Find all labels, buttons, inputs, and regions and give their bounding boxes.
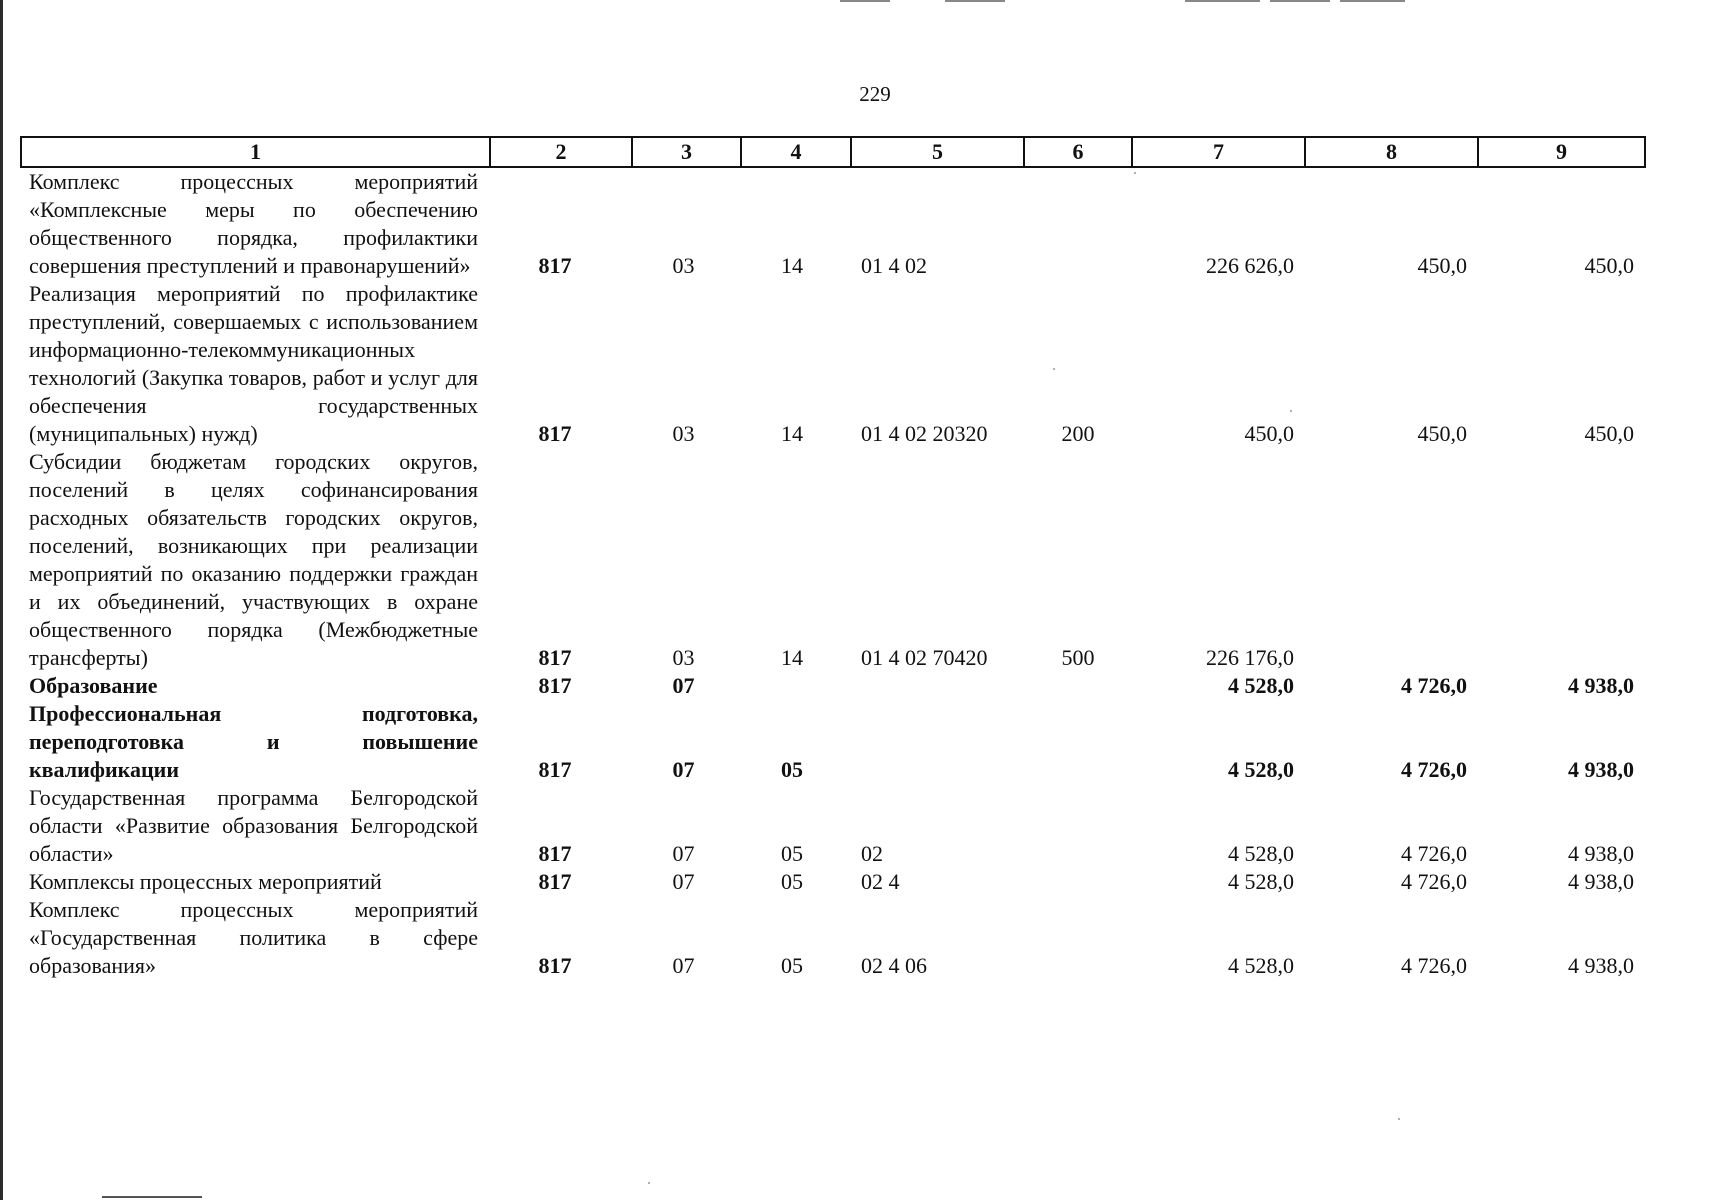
row-code-target: 02 <box>861 841 883 866</box>
row-code-expense-type <box>1024 868 1132 896</box>
row-code-target <box>851 672 1024 700</box>
row-code-admin: 817 <box>538 253 572 278</box>
row-amount-8 <box>1305 448 1478 672</box>
row-name: Профессиональная подготовка, переподготовка и повышение квалификации <box>29 701 478 782</box>
row-amount-8: 4 726,0 <box>1401 757 1467 782</box>
row-code-subsection: 14 <box>781 645 803 670</box>
budget-table <box>20 136 1646 980</box>
row-amount-9 <box>1478 448 1645 672</box>
row-code-target: 01 4 02 20320 <box>861 421 988 446</box>
table-row <box>21 784 1645 868</box>
row-amount-9: 4 938,0 <box>1568 757 1634 782</box>
row-name: Государственная программа Белгородской области «Развитие образования Белгородской области» <box>29 785 478 866</box>
row-amount-7: 4 528,0 <box>1228 953 1294 978</box>
row-code-section: 03 <box>672 645 695 670</box>
column-header-7: 7 <box>1132 137 1305 167</box>
table-row <box>21 280 1645 448</box>
row-code-admin: 817 <box>538 869 572 894</box>
row-amount-9: 450,0 <box>1584 253 1634 278</box>
header-row <box>21 137 1645 167</box>
row-amount-8: 4 726,0 <box>1401 953 1467 978</box>
row-amount-8: 4 726,0 <box>1401 673 1467 698</box>
row-amount-7: 4 528,0 <box>1228 673 1294 698</box>
row-code-admin: 817 <box>538 645 572 670</box>
row-amount-7: 226 626,0 <box>1206 253 1294 278</box>
row-amount-7: 450,0 <box>1244 421 1294 446</box>
row-code-expense-type <box>1024 167 1132 280</box>
row-amount-7: 4 528,0 <box>1228 841 1294 866</box>
scan-left-edge <box>0 0 3 1200</box>
row-code-admin: 817 <box>538 841 572 866</box>
row-amount-9: 4 938,0 <box>1568 953 1634 978</box>
row-code-subsection: 05 <box>781 841 803 866</box>
row-amount-8: 4 726,0 <box>1401 869 1467 894</box>
scan-bottom-artifact <box>102 1196 202 1198</box>
row-code-admin: 817 <box>538 673 572 698</box>
row-code-expense-type <box>1024 896 1132 980</box>
table-row <box>21 672 1645 700</box>
table-row <box>21 167 1645 280</box>
row-name: Комплексы процессных мероприятий <box>29 869 382 894</box>
row-amount-8: 4 726,0 <box>1401 841 1467 866</box>
row-amount-9: 4 938,0 <box>1568 841 1634 866</box>
row-name: Комплекс процессных мероприятий «Комплексные меры по обеспечению общественного порядка, профилактики совершения преступлений и правонарушений» <box>29 169 478 278</box>
row-code-subsection: 05 <box>781 953 803 978</box>
column-header-4: 4 <box>741 137 851 167</box>
column-header-9: 9 <box>1478 137 1645 167</box>
row-amount-8: 450,0 <box>1417 421 1467 446</box>
row-amount-7: 226 176,0 <box>1206 645 1294 670</box>
row-code-target: 02 4 <box>861 869 900 894</box>
row-code-expense-type: 500 <box>1061 645 1095 670</box>
row-amount-7: 4 528,0 <box>1228 869 1294 894</box>
row-name: Образование <box>29 673 158 698</box>
column-header-5: 5 <box>851 137 1024 167</box>
row-name: Субсидии бюджетам городских округов, поселений в целях софинансирования расходных обязательств городских округов, поселений, возникающих при реализации мероприятий по оказанию поддержки граждан и их объединений, участвующих в охране общественного порядка (Межбюджетные трансферты) <box>29 449 478 670</box>
row-name: Комплекс процессных мероприятий «Государственная политика в сфере образования» <box>29 897 478 978</box>
row-code-section: 07 <box>672 673 695 698</box>
column-header-2: 2 <box>490 137 632 167</box>
row-code-subsection <box>741 672 851 700</box>
row-code-section: 07 <box>672 757 695 782</box>
row-amount-7: 4 528,0 <box>1228 757 1294 782</box>
row-amount-9: 450,0 <box>1584 421 1634 446</box>
row-code-section: 03 <box>672 421 695 446</box>
column-header-1: 1 <box>21 137 490 167</box>
row-amount-9: 4 938,0 <box>1568 673 1634 698</box>
row-code-expense-type <box>1024 700 1132 784</box>
row-code-target <box>851 700 1024 784</box>
column-header-6: 6 <box>1024 137 1132 167</box>
row-code-section: 07 <box>672 841 695 866</box>
row-code-expense-type <box>1024 672 1132 700</box>
row-code-section: 07 <box>672 953 695 978</box>
table-row <box>21 448 1645 672</box>
row-code-expense-type: 200 <box>1061 421 1095 446</box>
row-code-section: 03 <box>672 253 695 278</box>
row-code-expense-type <box>1024 784 1132 868</box>
column-header-3: 3 <box>632 137 741 167</box>
row-code-target: 01 4 02 70420 <box>861 645 988 670</box>
row-code-target: 01 4 02 <box>861 253 927 278</box>
row-amount-8: 450,0 <box>1417 253 1467 278</box>
row-code-admin: 817 <box>538 757 572 782</box>
row-amount-9: 4 938,0 <box>1568 869 1634 894</box>
row-code-subsection: 14 <box>781 253 803 278</box>
table-body <box>21 167 1645 980</box>
table-header <box>21 137 1645 167</box>
row-code-admin: 817 <box>538 953 572 978</box>
row-code-subsection: 05 <box>781 869 803 894</box>
page-number: 229 <box>859 82 891 106</box>
row-code-target: 02 4 06 <box>861 953 927 978</box>
row-code-subsection: 14 <box>781 421 803 446</box>
row-name: Реализация мероприятий по профилактике преступлений, совершаемых с использованием информационно-телекоммуникационных технологий (Закупка товаров, работ и услуг для обеспечения государственных (муниципальных) нужд) <box>29 281 478 446</box>
row-code-subsection: 05 <box>781 757 803 782</box>
scan-top-artifacts <box>0 0 1714 4</box>
row-code-section: 07 <box>672 869 695 894</box>
table-row <box>21 868 1645 896</box>
column-header-8: 8 <box>1305 137 1478 167</box>
table-row <box>21 896 1645 980</box>
table-row <box>21 700 1645 784</box>
row-code-admin: 817 <box>538 421 572 446</box>
